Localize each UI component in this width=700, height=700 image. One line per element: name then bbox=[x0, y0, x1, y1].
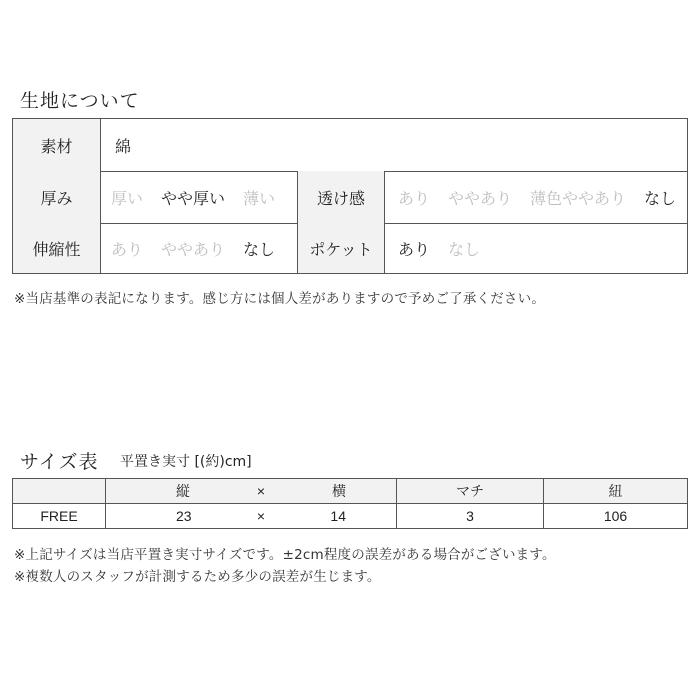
thickness-option: やや厚い bbox=[161, 188, 226, 208]
stretch-option: なし bbox=[243, 239, 276, 259]
size-table-header bbox=[13, 479, 688, 504]
sheerness-options bbox=[398, 171, 676, 223]
times-symbol: × bbox=[256, 508, 266, 524]
stretch-option: ややあり bbox=[161, 239, 226, 259]
sheerness-option: あり bbox=[398, 188, 431, 208]
size-note-1: ※上記サイズは当店平置き実寸サイズです。±2cm程度の誤差がある場合がございます。 bbox=[14, 547, 556, 563]
size-note-2: ※複数人のスタッフが計測するため多少の誤差が生じます。 bbox=[14, 569, 381, 585]
pocket-label: ポケット bbox=[297, 223, 385, 273]
header-himo: 紐 bbox=[544, 479, 688, 504]
dimensions-cell bbox=[106, 504, 397, 529]
pocket-options bbox=[398, 223, 498, 273]
size-section-subtitle: 平置き実寸 [(約)cm] bbox=[120, 454, 252, 470]
sheerness-option: 薄色ややあり bbox=[530, 188, 627, 208]
header-blank bbox=[13, 479, 106, 504]
fabric-note: ※当店基準の表記になります。感じ方には個人差がありますので予めご了承ください。 bbox=[14, 291, 546, 307]
material-value: 綿 bbox=[115, 136, 132, 156]
material-label: 素材 bbox=[13, 119, 101, 171]
stretch-label: 伸縮性 bbox=[13, 223, 101, 273]
thickness-label: 厚み bbox=[13, 171, 101, 223]
sheerness-label: 透け感 bbox=[297, 171, 385, 223]
fabric-section-title: 生地について bbox=[20, 90, 140, 112]
stretch-option: あり bbox=[111, 239, 144, 259]
size-name: FREE bbox=[13, 504, 106, 529]
fabric-table bbox=[12, 118, 688, 274]
thickness-option: 薄い bbox=[243, 188, 276, 208]
sheerness-option: ややあり bbox=[448, 188, 513, 208]
thickness-option: 厚い bbox=[111, 188, 144, 208]
size-section-title: サイズ表 bbox=[20, 451, 99, 473]
tate-value: 23 bbox=[176, 508, 192, 524]
header-yoko: 横 bbox=[332, 483, 346, 499]
fabric-row-thickness bbox=[13, 171, 687, 224]
machi-value: 3 bbox=[397, 504, 544, 529]
pocket-option: あり bbox=[398, 239, 431, 259]
table-row bbox=[13, 504, 688, 529]
thickness-options bbox=[111, 171, 293, 223]
himo-value: 106 bbox=[544, 504, 688, 529]
sheerness-option: なし bbox=[644, 188, 677, 208]
header-tate: 縦 bbox=[176, 483, 190, 499]
header-machi: マチ bbox=[397, 479, 544, 504]
stretch-options bbox=[111, 223, 293, 273]
header-dimensions bbox=[106, 479, 397, 504]
yoko-value: 14 bbox=[330, 508, 346, 524]
pocket-option: なし bbox=[448, 239, 481, 259]
fabric-row-material bbox=[13, 119, 687, 172]
fabric-row-stretch bbox=[13, 223, 687, 273]
size-table bbox=[12, 478, 688, 529]
header-times: × bbox=[256, 483, 266, 499]
